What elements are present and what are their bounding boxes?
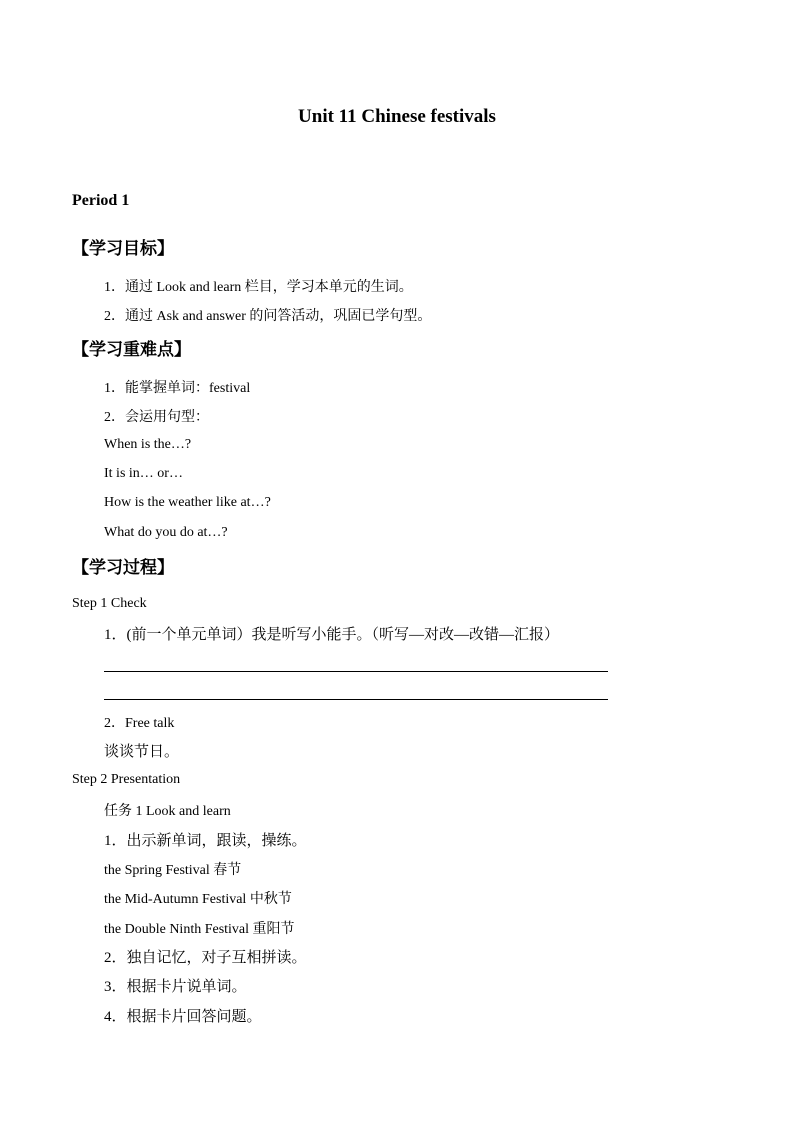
- section-heading-key-points: 【学习重难点】: [72, 340, 191, 359]
- step2-title: Step 2 Presentation: [72, 772, 181, 787]
- section-heading-process: 【学习过程】: [72, 558, 174, 577]
- vocab-item: the Mid-Autumn Festival 中秋节: [104, 892, 292, 907]
- section-heading-goals: 【学习目标】: [72, 239, 174, 258]
- vocab-item: the Double Ninth Festival 重阳节: [104, 922, 295, 937]
- step2-item2: 2．独自记忆，对子互相拼读。: [104, 950, 307, 966]
- answer-line: [104, 699, 608, 700]
- key-point-item: 1．能掌握单词：festival: [104, 381, 251, 396]
- period-heading: Period 1: [72, 192, 130, 209]
- vocab-item: the Spring Festival 春节: [104, 863, 242, 878]
- goal-item: 1．通过 Look and learn 栏目，学习本单元的生词。: [104, 280, 413, 295]
- document-title: Unit 11 Chinese festivals: [298, 106, 496, 127]
- step1-item2: 2．Free talk: [104, 716, 175, 731]
- sentence-pattern: How is the weather like at…?: [104, 495, 271, 510]
- sentence-pattern: What do you do at…?: [104, 525, 228, 540]
- step2-item4: 4．根据卡片回答问题。: [104, 1009, 262, 1025]
- goal-item: 2．通过 Ask and answer 的问答活动，巩固已学句型。: [104, 309, 432, 324]
- step2-item3: 3．根据卡片说单词。: [104, 979, 247, 995]
- sentence-pattern: It is in… or…: [104, 466, 183, 481]
- step2-item1: 1．出示新单词，跟读，操练。: [104, 833, 307, 849]
- step1-title: Step 1 Check: [72, 596, 147, 611]
- step1-item1: 1．(前一个单元单词）我是听写小能手。（听写—对改—改错—汇报）: [104, 627, 559, 643]
- answer-line: [104, 671, 608, 672]
- key-point-item: 2．会运用句型：: [104, 410, 209, 425]
- step1-item2-note: 谈谈节日。: [104, 744, 180, 760]
- sentence-pattern: When is the…?: [104, 437, 192, 452]
- task1-title: 任务 1 Look and learn: [104, 804, 231, 819]
